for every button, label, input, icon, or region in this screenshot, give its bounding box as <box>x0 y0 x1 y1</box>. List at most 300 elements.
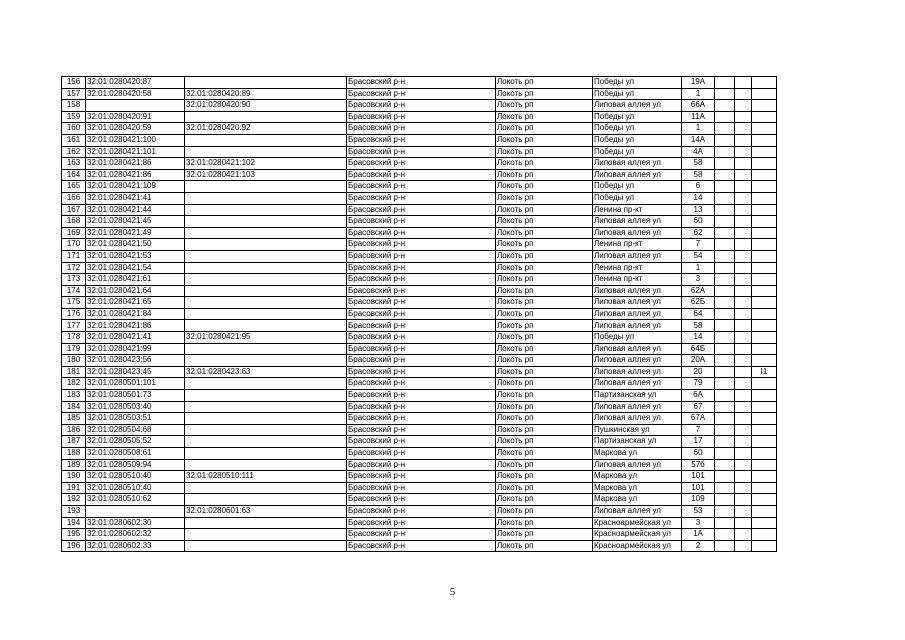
house-number-cell: 20 <box>682 366 715 378</box>
building-cadastral-number-cell <box>185 204 347 216</box>
house-number-cell: 79 <box>682 378 715 390</box>
empty-col-2-cell <box>735 332 752 344</box>
table-row <box>62 517 777 529</box>
note-cell <box>752 332 777 344</box>
cadastral-number-cell: 32:01:0280501:101 <box>86 378 185 390</box>
table-row <box>62 413 777 425</box>
settlement-cell: Локоть рп <box>496 204 593 216</box>
house-number-cell: 67 <box>682 401 715 413</box>
table-row <box>62 285 777 297</box>
empty-col-2-cell <box>735 482 752 494</box>
table-row <box>62 134 777 146</box>
note-cell <box>752 204 777 216</box>
cadastral-number-cell: 32:01:0280421:53 <box>86 250 185 262</box>
row-number-cell: 181 <box>62 366 86 378</box>
empty-col-2-cell <box>735 401 752 413</box>
row-number-cell: 173 <box>62 274 86 286</box>
empty-col-1-cell <box>715 216 735 228</box>
table-row <box>62 424 777 436</box>
note-cell <box>752 494 777 506</box>
empty-col-2-cell <box>735 297 752 309</box>
note-cell <box>752 216 777 228</box>
building-cadastral-number-cell <box>185 355 347 367</box>
district-cell: Брасовский р-н <box>347 482 496 494</box>
table-row <box>62 355 777 367</box>
house-number-cell: 17 <box>682 436 715 448</box>
row-number-cell: 182 <box>62 378 86 390</box>
note-cell <box>752 297 777 309</box>
house-number-cell: 62А <box>682 285 715 297</box>
building-cadastral-number-cell: 32:01:0280601:63 <box>185 505 347 517</box>
empty-col-2-cell <box>735 134 752 146</box>
house-number-cell: 6 <box>682 181 715 193</box>
district-cell: Брасовский р-н <box>347 378 496 390</box>
note-cell <box>752 448 777 460</box>
street-cell: Партизанская ул <box>593 436 682 448</box>
house-number-cell: 6А <box>682 390 715 402</box>
house-number-cell: 64Б <box>682 343 715 355</box>
house-number-cell: 14 <box>682 192 715 204</box>
row-number-cell: 191 <box>62 482 86 494</box>
row-number-cell: 172 <box>62 262 86 274</box>
note-cell <box>752 250 777 262</box>
cadastral-number-cell: 32:01:0280509:94 <box>86 459 185 471</box>
settlement-cell: Локоть рп <box>496 413 593 425</box>
building-cadastral-number-cell <box>185 436 347 448</box>
empty-col-2-cell <box>735 366 752 378</box>
row-number-cell: 195 <box>62 529 86 541</box>
empty-col-1-cell <box>715 158 735 170</box>
settlement-cell: Локоть рп <box>496 216 593 228</box>
note-cell <box>752 343 777 355</box>
row-number-cell: 176 <box>62 308 86 320</box>
settlement-cell: Локоть рп <box>496 250 593 262</box>
cadastral-number-cell: 32:01:0280421:101 <box>86 146 185 158</box>
street-cell: Победы ул <box>593 77 682 89</box>
row-number-cell: 162 <box>62 146 86 158</box>
table-row <box>62 123 777 135</box>
house-number-cell: 67А <box>682 413 715 425</box>
cadastral-number-cell: 32:01:0280505:52 <box>86 436 185 448</box>
street-cell: Липовая аллея ул <box>593 297 682 309</box>
table-row <box>62 401 777 413</box>
table-row <box>62 262 777 274</box>
district-cell: Брасовский р-н <box>347 436 496 448</box>
empty-col-1-cell <box>715 262 735 274</box>
district-cell: Брасовский р-н <box>347 100 496 112</box>
empty-col-1-cell <box>715 424 735 436</box>
house-number-cell: 7 <box>682 424 715 436</box>
empty-col-1-cell <box>715 123 735 135</box>
note-cell <box>752 390 777 402</box>
cadastral-number-cell: 32:01:0280420:91 <box>86 111 185 123</box>
row-number-cell: 158 <box>62 100 86 112</box>
cadastral-number-cell: 32:01:0280421:84 <box>86 308 185 320</box>
note-cell <box>752 517 777 529</box>
district-cell: Брасовский р-н <box>347 355 496 367</box>
empty-col-1-cell <box>715 505 735 517</box>
note-cell <box>752 146 777 158</box>
street-cell: Липовая аллея ул <box>593 459 682 471</box>
settlement-cell: Локоть рп <box>496 274 593 286</box>
house-number-cell: 2 <box>682 540 715 552</box>
empty-col-2-cell <box>735 216 752 228</box>
row-number-cell: 160 <box>62 123 86 135</box>
note-cell <box>752 169 777 181</box>
empty-col-1-cell <box>715 448 735 460</box>
street-cell: Липовая аллея ул <box>593 413 682 425</box>
settlement-cell: Локоть рп <box>496 320 593 332</box>
house-number-cell: 60 <box>682 448 715 460</box>
house-number-cell: 14 <box>682 332 715 344</box>
table-row <box>62 482 777 494</box>
row-number-cell: 171 <box>62 250 86 262</box>
empty-col-1-cell <box>715 169 735 181</box>
empty-col-2-cell <box>735 77 752 89</box>
empty-col-2-cell <box>735 413 752 425</box>
street-cell: Победы ул <box>593 123 682 135</box>
street-cell: Пушкинская ул <box>593 424 682 436</box>
note-cell <box>752 459 777 471</box>
building-cadastral-number-cell <box>185 297 347 309</box>
empty-col-1-cell <box>715 436 735 448</box>
empty-col-2-cell <box>735 111 752 123</box>
district-cell: Брасовский р-н <box>347 111 496 123</box>
street-cell: Ленина пр-кт <box>593 239 682 251</box>
empty-col-2-cell <box>735 494 752 506</box>
note-cell <box>752 239 777 251</box>
district-cell: Брасовский р-н <box>347 424 496 436</box>
cadastral-number-cell: 32:01:0280420:87 <box>86 77 185 89</box>
street-cell: Липовая аллея ул <box>593 401 682 413</box>
building-cadastral-number-cell <box>185 250 347 262</box>
table-row <box>62 471 777 483</box>
empty-col-1-cell <box>715 494 735 506</box>
empty-col-2-cell <box>735 529 752 541</box>
settlement-cell: Локоть рп <box>496 308 593 320</box>
cadastral-number-cell: 32:01:0280602:33 <box>86 540 185 552</box>
building-cadastral-number-cell <box>185 308 347 320</box>
empty-col-1-cell <box>715 401 735 413</box>
building-cadastral-number-cell <box>185 192 347 204</box>
district-cell: Брасовский р-н <box>347 239 496 251</box>
district-cell: Брасовский р-н <box>347 366 496 378</box>
table-row <box>62 529 777 541</box>
table-row <box>62 111 777 123</box>
street-cell: Победы ул <box>593 146 682 158</box>
row-number-cell: 164 <box>62 169 86 181</box>
street-cell: Липовая аллея ул <box>593 308 682 320</box>
street-cell: Липовая аллея ул <box>593 343 682 355</box>
note-cell <box>752 540 777 552</box>
district-cell: Брасовский р-н <box>347 285 496 297</box>
building-cadastral-number-cell <box>185 274 347 286</box>
settlement-cell: Локоть рп <box>496 471 593 483</box>
note-cell <box>752 436 777 448</box>
cadastral-number-cell <box>86 100 185 112</box>
street-cell: Липовая аллея ул <box>593 285 682 297</box>
district-cell: Брасовский р-н <box>347 181 496 193</box>
building-cadastral-number-cell: 32:01:0280420:90 <box>185 100 347 112</box>
settlement-cell: Локоть рп <box>496 459 593 471</box>
empty-col-1-cell <box>715 343 735 355</box>
settlement-cell: Локоть рп <box>496 239 593 251</box>
settlement-cell: Локоть рп <box>496 285 593 297</box>
empty-col-1-cell <box>715 459 735 471</box>
house-number-cell: 64 <box>682 308 715 320</box>
settlement-cell: Локоть рп <box>496 192 593 204</box>
empty-col-1-cell <box>715 192 735 204</box>
row-number-cell: 180 <box>62 355 86 367</box>
table-row <box>62 192 777 204</box>
note-cell <box>752 378 777 390</box>
empty-col-2-cell <box>735 308 752 320</box>
empty-col-1-cell <box>715 88 735 100</box>
house-number-cell: 101 <box>682 471 715 483</box>
district-cell: Брасовский р-н <box>347 494 496 506</box>
table-row <box>62 494 777 506</box>
table-row <box>62 332 777 344</box>
empty-col-2-cell <box>735 158 752 170</box>
street-cell: Победы ул <box>593 332 682 344</box>
cadastral-number-cell: 32:01:0280602:32 <box>86 529 185 541</box>
row-number-cell: 185 <box>62 413 86 425</box>
house-number-cell: 13 <box>682 204 715 216</box>
street-cell: Липовая аллея ул <box>593 320 682 332</box>
registry-table <box>61 76 777 552</box>
table-row <box>62 297 777 309</box>
house-number-cell: 58 <box>682 320 715 332</box>
settlement-cell: Локоть рп <box>496 482 593 494</box>
house-number-cell: 109 <box>682 494 715 506</box>
cadastral-number-cell: 32:01:0280508:61 <box>86 448 185 460</box>
table-row <box>62 88 777 100</box>
empty-col-2-cell <box>735 285 752 297</box>
empty-col-1-cell <box>715 378 735 390</box>
house-number-cell: 60 <box>682 216 715 228</box>
building-cadastral-number-cell <box>185 239 347 251</box>
cadastral-number-cell: 32:01:0280510:62 <box>86 494 185 506</box>
empty-col-2-cell <box>735 250 752 262</box>
cadastral-number-cell: 32:01:0280421:61 <box>86 274 185 286</box>
building-cadastral-number-cell <box>185 320 347 332</box>
settlement-cell: Локоть рп <box>496 146 593 158</box>
table-row <box>62 436 777 448</box>
street-cell: Ленина пр-кт <box>593 204 682 216</box>
empty-col-1-cell <box>715 227 735 239</box>
empty-col-2-cell <box>735 88 752 100</box>
table-row <box>62 239 777 251</box>
note-cell <box>752 262 777 274</box>
building-cadastral-number-cell: 32:01:0280421:95 <box>185 332 347 344</box>
house-number-cell: 1А <box>682 529 715 541</box>
building-cadastral-number-cell <box>185 540 347 552</box>
street-cell: Липовая аллея ул <box>593 250 682 262</box>
district-cell: Брасовский р-н <box>347 204 496 216</box>
empty-col-2-cell <box>735 540 752 552</box>
cadastral-number-cell: 32:01:0280421:65 <box>86 297 185 309</box>
cadastral-number-cell: 32:01:0280421:86 <box>86 158 185 170</box>
row-number-cell: 196 <box>62 540 86 552</box>
building-cadastral-number-cell <box>185 482 347 494</box>
empty-col-1-cell <box>715 308 735 320</box>
cadastral-number-cell: 32:01:0280501:73 <box>86 390 185 402</box>
row-number-cell: 165 <box>62 181 86 193</box>
district-cell: Брасовский р-н <box>347 297 496 309</box>
street-cell: Победы ул <box>593 134 682 146</box>
settlement-cell: Локоть рп <box>496 436 593 448</box>
empty-col-2-cell <box>735 181 752 193</box>
building-cadastral-number-cell: 32:01:0280421:103 <box>185 169 347 181</box>
district-cell: Брасовский р-н <box>347 517 496 529</box>
district-cell: Брасовский р-н <box>347 123 496 135</box>
table-row <box>62 227 777 239</box>
building-cadastral-number-cell <box>185 111 347 123</box>
building-cadastral-number-cell <box>185 285 347 297</box>
note-cell <box>752 100 777 112</box>
row-number-cell: 188 <box>62 448 86 460</box>
settlement-cell: Локоть рп <box>496 169 593 181</box>
street-cell: Липовая аллея ул <box>593 505 682 517</box>
empty-col-2-cell <box>735 459 752 471</box>
district-cell: Брасовский р-н <box>347 505 496 517</box>
building-cadastral-number-cell <box>185 390 347 402</box>
note-cell <box>752 482 777 494</box>
street-cell: Липовая аллея ул <box>593 169 682 181</box>
house-number-cell: 62Б <box>682 297 715 309</box>
note-cell <box>752 401 777 413</box>
settlement-cell: Локоть рп <box>496 88 593 100</box>
district-cell: Брасовский р-н <box>347 448 496 460</box>
empty-col-2-cell <box>735 320 752 332</box>
street-cell: Красноармейская ул <box>593 529 682 541</box>
cadastral-number-cell: 32:01:0280504:68 <box>86 424 185 436</box>
street-cell: Липовая аллея ул <box>593 216 682 228</box>
row-number-cell: 170 <box>62 239 86 251</box>
note-cell <box>752 413 777 425</box>
building-cadastral-number-cell <box>185 378 347 390</box>
building-cadastral-number-cell <box>185 181 347 193</box>
note-cell <box>752 505 777 517</box>
house-number-cell: 1 <box>682 262 715 274</box>
empty-col-1-cell <box>715 529 735 541</box>
empty-col-1-cell <box>715 366 735 378</box>
building-cadastral-number-cell <box>185 134 347 146</box>
empty-col-1-cell <box>715 390 735 402</box>
building-cadastral-number-cell <box>185 459 347 471</box>
row-number-cell: 174 <box>62 285 86 297</box>
house-number-cell: 3 <box>682 517 715 529</box>
house-number-cell: 11А <box>682 111 715 123</box>
street-cell: Маркова ул <box>593 482 682 494</box>
district-cell: Брасовский р-н <box>347 471 496 483</box>
district-cell: Брасовский р-н <box>347 308 496 320</box>
district-cell: Брасовский р-н <box>347 158 496 170</box>
empty-col-2-cell <box>735 448 752 460</box>
row-number-cell: 156 <box>62 77 86 89</box>
table-row <box>62 169 777 181</box>
district-cell: Брасовский р-н <box>347 134 496 146</box>
empty-col-2-cell <box>735 424 752 436</box>
settlement-cell: Локоть рп <box>496 158 593 170</box>
settlement-cell: Локоть рп <box>496 343 593 355</box>
building-cadastral-number-cell: 32:01:0280510:111 <box>185 471 347 483</box>
empty-col-2-cell <box>735 146 752 158</box>
empty-col-1-cell <box>715 77 735 89</box>
table-row <box>62 181 777 193</box>
district-cell: Брасовский р-н <box>347 401 496 413</box>
settlement-cell: Локоть рп <box>496 227 593 239</box>
house-number-cell: 57б <box>682 459 715 471</box>
table-row <box>62 390 777 402</box>
building-cadastral-number-cell: 32:01:0280420:92 <box>185 123 347 135</box>
empty-col-2-cell <box>735 378 752 390</box>
cadastral-number-cell: 32:01:0280503:51 <box>86 413 185 425</box>
empty-col-2-cell <box>735 436 752 448</box>
note-cell <box>752 529 777 541</box>
empty-col-2-cell <box>735 239 752 251</box>
district-cell: Брасовский р-н <box>347 77 496 89</box>
settlement-cell: Локоть рп <box>496 100 593 112</box>
building-cadastral-number-cell <box>185 413 347 425</box>
cadastral-number-cell: 32:01:0280423:45 <box>86 366 185 378</box>
table-row <box>62 216 777 228</box>
house-number-cell: 101 <box>682 482 715 494</box>
district-cell: Брасовский р-н <box>347 169 496 181</box>
empty-col-2-cell <box>735 100 752 112</box>
settlement-cell: Локоть рп <box>496 448 593 460</box>
table-row <box>62 308 777 320</box>
settlement-cell: Локоть рп <box>496 529 593 541</box>
table-row <box>62 158 777 170</box>
table-row <box>62 274 777 286</box>
house-number-cell: 54 <box>682 250 715 262</box>
building-cadastral-number-cell: 32:01:0280420:89 <box>185 88 347 100</box>
building-cadastral-number-cell <box>185 448 347 460</box>
street-cell: Маркова ул <box>593 494 682 506</box>
street-cell: Липовая аллея ул <box>593 355 682 367</box>
empty-col-1-cell <box>715 181 735 193</box>
building-cadastral-number-cell <box>185 494 347 506</box>
district-cell: Брасовский р-н <box>347 413 496 425</box>
row-number-cell: 190 <box>62 471 86 483</box>
settlement-cell: Локоть рп <box>496 424 593 436</box>
building-cadastral-number-cell: 32:01:0280423:63 <box>185 366 347 378</box>
empty-col-1-cell <box>715 134 735 146</box>
building-cadastral-number-cell <box>185 227 347 239</box>
street-cell: Победы ул <box>593 111 682 123</box>
settlement-cell: Локоть рп <box>496 378 593 390</box>
district-cell: Брасовский р-н <box>347 262 496 274</box>
cadastral-number-cell: 32:01:0280421:41 <box>86 192 185 204</box>
note-cell <box>752 88 777 100</box>
street-cell: Маркова ул <box>593 471 682 483</box>
cadastral-number-cell: 32:01:0280602:30 <box>86 517 185 529</box>
table-row <box>62 100 777 112</box>
table-row <box>62 505 777 517</box>
registry-table-body <box>62 77 777 552</box>
row-number-cell: 167 <box>62 204 86 216</box>
street-cell: Победы ул <box>593 192 682 204</box>
street-cell: Красноармейская ул <box>593 540 682 552</box>
building-cadastral-number-cell <box>185 529 347 541</box>
row-number-cell: 187 <box>62 436 86 448</box>
empty-col-1-cell <box>715 355 735 367</box>
empty-col-2-cell <box>735 471 752 483</box>
row-number-cell: 184 <box>62 401 86 413</box>
district-cell: Брасовский р-н <box>347 529 496 541</box>
cadastral-number-cell: 32:01:0280421:50 <box>86 239 185 251</box>
